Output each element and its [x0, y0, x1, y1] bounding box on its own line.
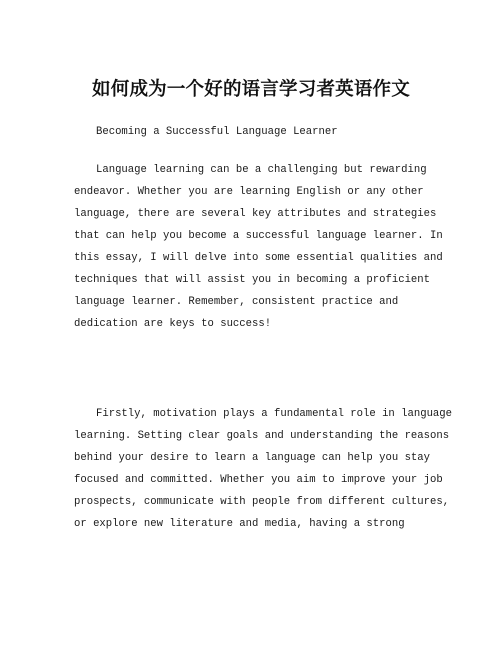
paragraph-line: or explore new literature and media, having a strong	[74, 518, 405, 530]
paragraph-line: Language learning can be a challenging but rewarding	[96, 164, 427, 176]
paragraph-line: endeavor. Whether you are learning English or any other	[74, 186, 424, 198]
paragraph-line: dedication are keys to success!	[74, 318, 272, 330]
paragraph-line: learning. Setting clear goals and understanding the reasons	[74, 430, 450, 442]
essay-subtitle: Becoming a Successful Language Learner	[96, 126, 338, 138]
paragraph-line: language, there are several key attributes and strategies	[74, 208, 437, 220]
paragraph-line: this essay, I will delve into some essential qualities and	[74, 252, 443, 264]
paragraph-2	[74, 403, 453, 535]
paragraph-line: techniques that will assist you in becoming a proficient	[74, 274, 431, 286]
paragraph-line: prospects, communicate with people from different cultures,	[74, 496, 450, 508]
paragraph-line: language learner. Remember, consistent practice and	[74, 296, 399, 308]
paragraph-line: focused and committed. Whether you aim to improve your job	[74, 474, 443, 486]
paragraph-line: behind your desire to learn a language can help you stay	[74, 452, 431, 464]
paragraph-1	[74, 159, 443, 335]
paragraph-line: Firstly, motivation plays a fundamental role in language	[96, 408, 453, 420]
document-title: 如何成为一个好的语言学习者英语作文	[92, 79, 410, 100]
paragraph-line: that can help you become a successful language learner. In	[74, 230, 443, 242]
